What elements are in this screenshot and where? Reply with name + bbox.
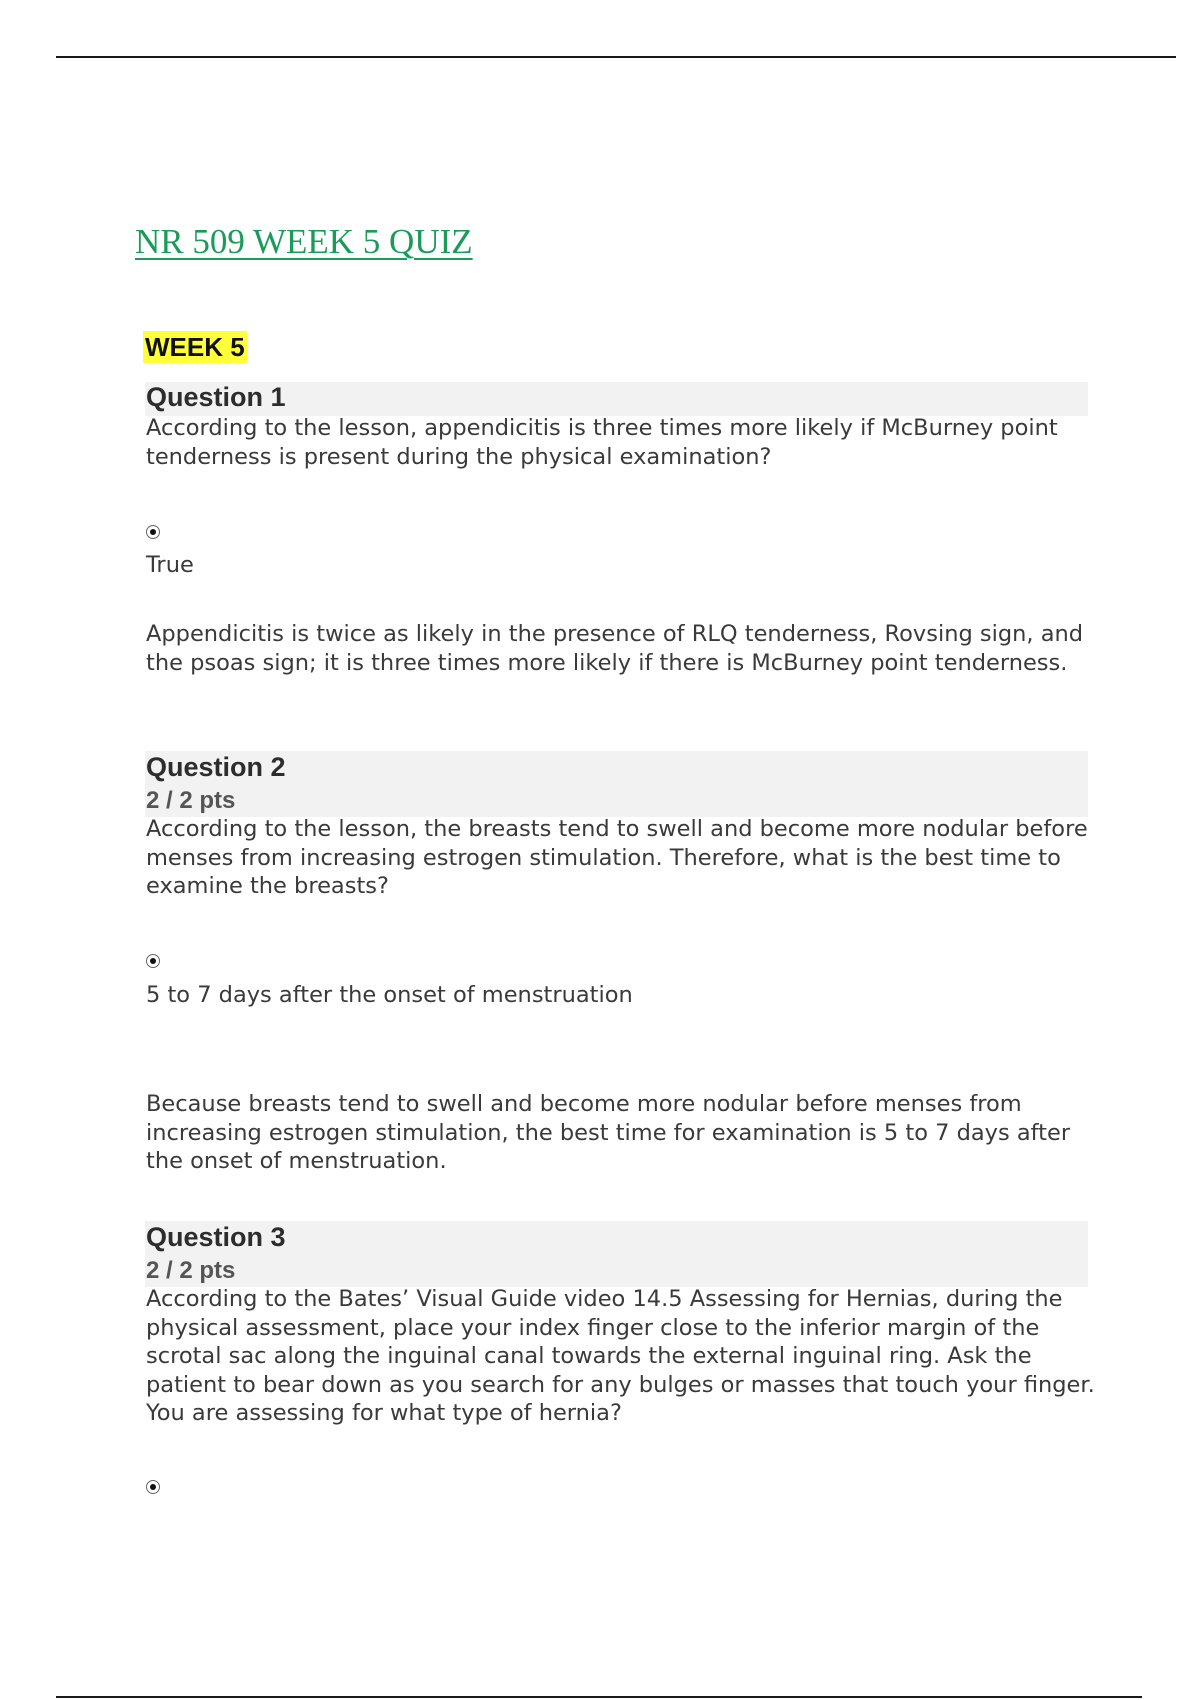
question-3-prompt: According to the Bates’ Visual Guide video 14.5 Assessing for Hernias, during the physical assessment, place your index finger close to the inferior margin of the scrotal sac along the inguinal canal towards the external inguinal ring. Ask the patient to bear down as you search for any bulges or masses that touch your finger. You are assessing for what type of hernia? [146, 1286, 1095, 1426]
document-title: NR 509 WEEK 5 QUIZ [135, 222, 473, 261]
question-header-bar [145, 382, 1088, 416]
question-2-points: 2 / 2 pts [146, 787, 236, 814]
bottom-divider [56, 1696, 1142, 1698]
radio-selected-icon[interactable] [146, 525, 160, 539]
question-header-bar [145, 1221, 1088, 1287]
question-3-title: Question 3 [146, 1222, 286, 1252]
question-3-points: 2 / 2 pts [146, 1257, 236, 1284]
question-1-prompt: According to the lesson, appendicitis is three times more likely if McBurney point tenderness is present during the physical examination? [146, 415, 1058, 470]
question-1-explanation: Appendicitis is twice as likely in the presence of RLQ tenderness, Rovsing sign, and the psoas sign; it is three times more likely if there is McBurney point tenderness. [146, 621, 1084, 676]
question-2-answer: 5 to 7 days after the onset of menstruation [146, 982, 633, 1008]
question-1-title: Question 1 [146, 382, 286, 412]
radio-selected-icon[interactable] [146, 1480, 160, 1494]
question-2-explanation: Because breasts tend to swell and become more nodular before menses from increasing estrogen stimulation, the best time for examination is 5 to 7 days after the onset of menstruation. [146, 1091, 1071, 1174]
top-divider [56, 56, 1176, 58]
radio-selected-icon[interactable] [146, 954, 160, 968]
question-2-prompt: According to the lesson, the breasts tend to swell and become more nodular before menses from increasing estrogen stimulation. Therefore, what is the best time to examine the breasts? [146, 816, 1088, 899]
question-header-bar [145, 751, 1088, 817]
week-label: WEEK 5 [145, 332, 245, 362]
question-2-title: Question 2 [146, 752, 286, 782]
question-1-answer: True [146, 552, 194, 578]
